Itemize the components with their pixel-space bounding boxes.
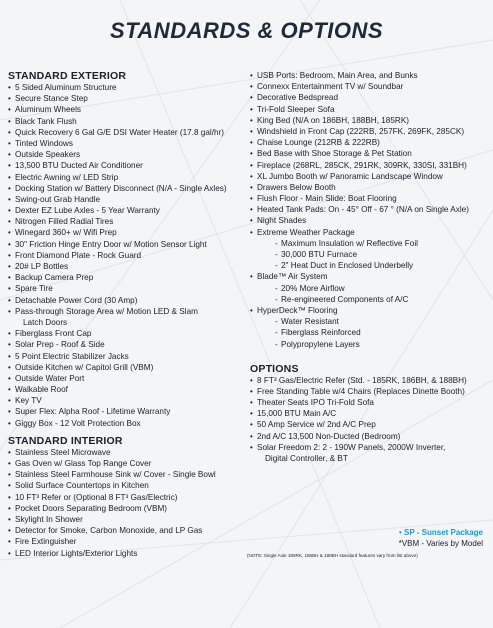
- legend-sp-text: SP - Sunset Package: [404, 528, 483, 537]
- list-item: • Fireplace (268RL, 285CK, 291RK, 309RK, 330SI, 331BH): [250, 160, 490, 171]
- list-item: - Maximum Insulation w/ Reflective Foil: [250, 238, 490, 249]
- list-item: • King Bed (N/A on 186BH, 188BH, 185RK): [250, 115, 490, 126]
- list-item: • Outside Kitchen w/ Capitol Grill (VBM): [8, 362, 248, 373]
- list-item: • Walkable Roof: [8, 384, 248, 395]
- single-axle-note: (NOTE: Single Axle 185RK, 186BH & 188BH standard features vary from list above): [247, 553, 418, 558]
- list-item: • LED Interior Lights/Exterior Lights: [8, 548, 248, 559]
- list-item: • Swing-out Grab Handle: [8, 194, 248, 205]
- list-item: • Giggy Box - 12 Volt Protection Box: [8, 418, 248, 429]
- list-item: • Bed Base with Shoe Storage & Pet Station: [250, 148, 490, 159]
- list-item: - 2" Heat Duct in Enclosed Underbelly: [250, 260, 490, 271]
- list-item: • Docking Station w/ Battery Disconnect (N/A - Single Axles): [8, 183, 248, 194]
- list-item: • 10 FT³ Refer or (Optional 8 FT³ Gas/Electric): [8, 492, 248, 503]
- list-item: - Re-engineered Components of A/C: [250, 294, 490, 305]
- list-item: • 15,000 BTU Main A/C: [250, 408, 490, 419]
- list-item: • Super Flex: Alpha Roof - Lifetime Warranty: [8, 406, 248, 417]
- list-item: • Drawers Below Booth: [250, 182, 490, 193]
- list-item: • Chaise Lounge (212RB & 222RB): [250, 137, 490, 148]
- list-item: • Pocket Doors Separating Bedroom (VBM): [8, 503, 248, 514]
- list-item: • Tinted Windows: [8, 138, 248, 149]
- list-item: • Dexter EZ Lube Axles - 5 Year Warranty: [8, 205, 248, 216]
- standard-interior-continued-list: [250, 70, 490, 350]
- list-item: • 8 FT³ Gas/Electric Refer (Std. - 185RK, 186BH, & 188BH): [250, 375, 490, 386]
- list-item: • Solid Surface Countertops in Kitchen: [8, 480, 248, 491]
- list-item: • Pass-through Storage Area w/ Motion LED & Slam: [8, 306, 248, 317]
- list-item: • Electric Awning w/ LED Strip: [8, 172, 248, 183]
- list-item: • Outside Water Port: [8, 373, 248, 384]
- list-item: • Gas Oven w/ Glass Top Range Cover: [8, 458, 248, 469]
- list-item: • Flush Floor - Main Slide: Boat Flooring: [250, 193, 490, 204]
- list-item: • Aluminum Wheels: [8, 104, 248, 115]
- list-item: • Theater Seats IPO Tri-Fold Sofa: [250, 397, 490, 408]
- list-item: • Outside Speakers: [8, 149, 248, 160]
- standard-exterior-heading: STANDARD EXTERIOR: [8, 70, 127, 82]
- list-item: • 20# LP Bottles: [8, 261, 248, 272]
- list-item: • 2nd A/C 13,500 Non-Ducted (Bedroom): [250, 431, 490, 442]
- list-item: • 5 Sided Aluminum Structure: [8, 82, 248, 93]
- list-item: • 13,500 BTU Ducted Air Conditioner: [8, 160, 248, 171]
- list-item: • Heated Tank Pads: On - 45° Off - 67 ° (N/A on Single Axle): [250, 204, 490, 215]
- left-column: [8, 70, 248, 559]
- right-column: [250, 70, 490, 464]
- legend-bullet-icon: •: [398, 528, 404, 537]
- list-item: • Spare Tire: [8, 283, 248, 294]
- list-item: - Water Resistant: [250, 316, 490, 327]
- list-item: - 20% More Airflow: [250, 283, 490, 294]
- standard-interior-heading: STANDARD INTERIOR: [8, 434, 123, 447]
- list-item: • USB Ports: Bedroom, Main Area, and Bunks: [250, 70, 490, 81]
- list-item: • Fiberglass Front Cap: [8, 328, 248, 339]
- list-item: • Extreme Weather Package: [250, 227, 490, 238]
- list-item: • Windshield in Front Cap (222RB, 257FK, 269FK, 285CK): [250, 126, 490, 137]
- list-item: • Detector for Smoke, Carbon Monoxide, and LP Gas: [8, 525, 248, 536]
- list-item: • Night Shades: [250, 215, 490, 226]
- list-item: Latch Doors: [23, 317, 68, 327]
- legend-varies-by-model: *VBM - Varies by Model: [398, 539, 483, 548]
- list-item: • Connexx Entertainment TV w/ Soundbar: [250, 81, 490, 92]
- page-title: STANDARDS & OPTIONS: [109, 18, 384, 43]
- list-item: • Solar Freedom 2: 2 - 190W Panels, 2000W Inverter,: [250, 442, 490, 453]
- list-item: • Detachable Power Cord (30 Amp): [8, 295, 248, 306]
- list-item: • Quick Recovery 6 Gal G/E DSI Water Heater (17.8 gal/hr): [8, 127, 248, 138]
- options-list: [250, 375, 490, 465]
- list-item: • Black Tank Flush: [8, 116, 248, 127]
- list-item: • HyperDeck™ Flooring: [250, 305, 490, 316]
- list-item: • Nitrogen Filled Radial Tires: [8, 216, 248, 227]
- list-item: • Solar Prep - Roof & Side: [8, 339, 248, 350]
- list-item: • Stainless Steel Farmhouse Sink w/ Cover - Single Bowl: [8, 469, 248, 480]
- standard-exterior-list: [8, 82, 248, 429]
- list-item: • Key TV: [8, 395, 248, 406]
- list-item: • Decorative Bedspread: [250, 92, 490, 103]
- list-item: • Blade™ Air System: [250, 271, 490, 282]
- list-item: • Stainless Steel Microwave: [8, 447, 248, 458]
- list-item: • Backup Camera Prep: [8, 272, 248, 283]
- list-item: • 50 Amp Service w/ 2nd A/C Prep: [250, 419, 490, 430]
- list-item: • Free Standing Table w/4 Chairs (Replaces Dinette Booth): [250, 386, 490, 397]
- list-item: • 5 Point Electric Stabilizer Jacks: [8, 351, 248, 362]
- list-item: • Winegard 360+ w/ Wifi Prep: [8, 227, 248, 238]
- list-item: • Front Diamond Plate - Rock Guard: [8, 250, 248, 261]
- list-item: • Tri-Fold Sleeper Sofa: [250, 104, 490, 115]
- options-heading: OPTIONS: [250, 362, 299, 375]
- list-item: - Fiberglass Reinforced: [250, 327, 490, 338]
- list-item: • Skylight In Shower: [8, 514, 248, 525]
- list-item: • XL Jumbo Booth w/ Panoramic Landscape Window: [250, 171, 490, 182]
- list-item: Digital Controller, & BT: [265, 454, 348, 463]
- standard-interior-list: [8, 447, 248, 559]
- list-item: • Fire Extinguisher: [8, 536, 248, 547]
- list-item: - Polypropylene Layers: [250, 339, 490, 350]
- list-item: • 30" Friction Hinge Entry Door w/ Motion Sensor Light: [8, 239, 248, 250]
- list-item: - 30,000 BTU Furnace: [250, 249, 490, 260]
- legend-sunset-package: [399, 528, 483, 537]
- list-item: • Secure Stance Step: [8, 93, 248, 104]
